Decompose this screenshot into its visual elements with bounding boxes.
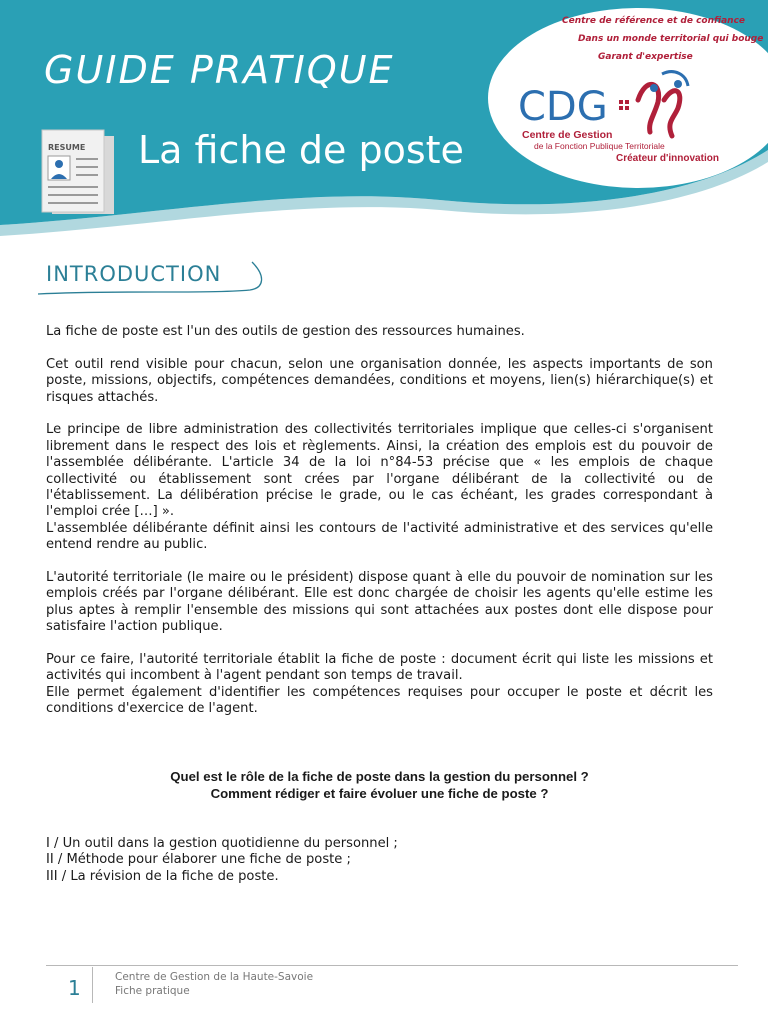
paragraph: Elle permet également d'identifier les compétences requises pour occuper le poste et décrit les conditions d'exercice de l'agent. <box>46 684 713 717</box>
footer-separator <box>92 967 93 1003</box>
paragraph: Pour ce faire, l'autorité territoriale établit la fiche de poste : document écrit qui liste les missions et activités qui incombent à l'agent pendant son temps de travail. <box>46 652 713 684</box>
question-2: Comment rédiger et faire évoluer une fiche de poste ? <box>210 785 549 801</box>
logo-tagline-3: Garant d'expertise <box>598 52 693 62</box>
footer-organization: Centre de Gestion de la Haute-Savoie <box>115 971 314 983</box>
paragraph: L'autorité territoriale (le maire ou le président) dispose quant à elle du pouvoir de nomination sur les emplois créés par l'organe délibérant. Elle est donc chargée de choisir les agents qu'elle estime les plus aptes à remplir l'ensemble des missions qui sont attachées aux postes dont elle dispose pour satisfaire l'action publique. <box>46 570 713 635</box>
document-title: La fiche de poste <box>138 128 464 172</box>
logo-tagline-2: Dans un monde territorial qui bouge <box>578 34 764 44</box>
plan-item: III / La révision de la fiche de poste. <box>46 868 279 884</box>
footer-text <box>115 971 313 998</box>
footer-divider <box>46 965 738 966</box>
plan-item: I / Un outil dans la gestion quotidienne du personnel ; <box>46 836 398 851</box>
guide-label: GUIDE PRATIQUE <box>44 48 395 92</box>
plan-item: II / Méthode pour élaborer une fiche de poste ; <box>46 852 351 868</box>
paragraph: La fiche de poste est l'un des outils de gestion des ressources humaines. <box>46 324 525 339</box>
paragraph: Le principe de libre administration des collectivités territoriales implique que celles-ci s'organisent librement dans le respect des lois et règlements. Ainsi, la création des emplois est du pouvoir de l'assemblée délibérante. L'article 34 de la loi n°84-53 précise que « les emplois de chaque collectivité ou établissement sont crées par l'organe délibérant de la collectivité ou de l'établissement. La délibération précise le grade, ou le cas échéant, les grades correspondant à l'emploi crée […] ». <box>46 422 713 520</box>
paragraph: Cet outil rend visible pour chacun, selon une organisation donnée, les aspects importants de son poste, missions, objectifs, compétences demandées, conditions et moyens, lien(s) hiérarchique(s) et risques attachés. <box>46 356 713 405</box>
section-heading: INTRODUCTION <box>46 262 222 286</box>
question-1: Quel est le rôle de la fiche de poste dans la gestion du personnel ? <box>170 769 589 784</box>
logo-slogan: Créateur d'innovation <box>616 153 719 164</box>
footer-doc-type: Fiche pratique <box>115 984 190 997</box>
key-questions <box>46 769 713 802</box>
document-plan <box>46 836 713 885</box>
page-number: 1 <box>68 976 81 1000</box>
cdg-logo <box>488 4 768 190</box>
logo-name: Centre de Gestion <box>522 129 613 141</box>
introduction-body <box>46 324 713 734</box>
paragraph: L'assemblée délibérante définit ainsi les contours de l'activité administrative et des services qu'elle entend rendre au public. <box>46 520 713 553</box>
resume-document-icon <box>38 128 118 218</box>
logo-tagline-1: Centre de référence et de confiance <box>562 16 746 26</box>
resume-icon-label: RESUME <box>48 143 86 152</box>
cdg-acronym: CDG <box>518 84 608 130</box>
logo-subname: de la Fonction Publique Territoriale <box>534 141 665 151</box>
